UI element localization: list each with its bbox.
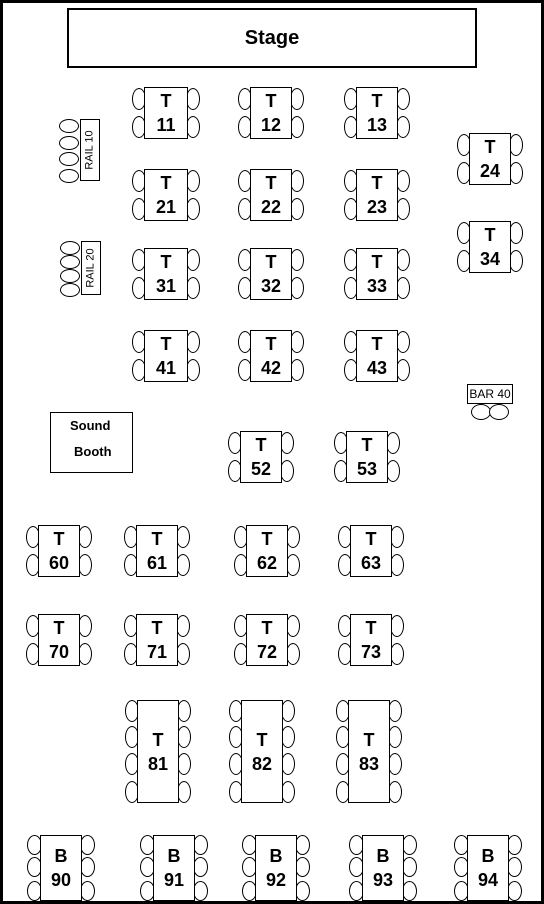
chair[interactable]: [176, 643, 190, 665]
stool[interactable]: [60, 269, 80, 283]
table-b90[interactable]: [40, 835, 82, 901]
rail-20[interactable]: [81, 241, 101, 295]
table-number-label: 42: [260, 358, 282, 378]
chair[interactable]: [193, 881, 208, 901]
chair[interactable]: [281, 753, 295, 775]
table-number-label: 63: [360, 553, 382, 573]
table-t61[interactable]: [136, 525, 178, 577]
table-t34[interactable]: [469, 221, 511, 273]
chair[interactable]: [281, 700, 295, 722]
chair[interactable]: [186, 198, 200, 220]
chair[interactable]: [507, 881, 522, 901]
chair[interactable]: [186, 331, 200, 353]
chair[interactable]: [390, 615, 404, 637]
chair[interactable]: [286, 615, 300, 637]
table-type-label: B: [167, 846, 181, 866]
chair[interactable]: [193, 835, 208, 855]
table-b93[interactable]: [362, 835, 404, 901]
table-t81[interactable]: [137, 700, 179, 803]
chair[interactable]: [396, 116, 410, 138]
table-t21[interactable]: [144, 169, 188, 221]
table-type-label: B: [269, 846, 283, 866]
chair[interactable]: [80, 881, 95, 901]
table-number-label: 53: [356, 459, 378, 479]
chair[interactable]: [280, 432, 294, 454]
chair[interactable]: [295, 835, 310, 855]
table-t60[interactable]: [38, 525, 80, 577]
bar-40-label: BAR 40: [469, 387, 511, 401]
table-b94[interactable]: [467, 835, 509, 901]
chair[interactable]: [78, 643, 92, 665]
table-t31[interactable]: [144, 248, 188, 300]
chair[interactable]: [402, 835, 417, 855]
sound-booth[interactable]: [50, 412, 133, 473]
table-number-label: 73: [360, 642, 382, 662]
table-number-label: 60: [48, 553, 70, 573]
table-number-label: 24: [479, 161, 501, 181]
table-t52[interactable]: [240, 431, 282, 483]
chair[interactable]: [177, 726, 191, 748]
chair[interactable]: [396, 249, 410, 271]
chair[interactable]: [186, 359, 200, 381]
chair[interactable]: [402, 881, 417, 901]
table-t41[interactable]: [144, 330, 188, 382]
stool[interactable]: [489, 404, 509, 420]
chair[interactable]: [286, 554, 300, 576]
rail-10[interactable]: [80, 119, 100, 181]
table-type-label: T: [256, 729, 268, 750]
table-type-label: T: [53, 618, 65, 638]
table-b91[interactable]: [153, 835, 195, 901]
chair[interactable]: [290, 170, 304, 192]
chair[interactable]: [295, 857, 310, 877]
chair[interactable]: [290, 277, 304, 299]
table-t33[interactable]: [356, 248, 398, 300]
table-t70[interactable]: [38, 614, 80, 666]
table-number-label: 41: [155, 358, 177, 378]
table-number-label: 52: [250, 459, 272, 479]
table-type-label: T: [160, 252, 172, 272]
stage-label: Stage: [244, 26, 300, 49]
table-number-label: 62: [256, 553, 278, 573]
table-number-label: 93: [372, 870, 394, 890]
table-type-label: T: [484, 225, 496, 245]
chair[interactable]: [388, 753, 402, 775]
table-type-label: T: [371, 252, 383, 272]
chair[interactable]: [388, 726, 402, 748]
chair[interactable]: [509, 250, 523, 272]
table-type-label: T: [53, 529, 65, 549]
chair[interactable]: [290, 331, 304, 353]
chair[interactable]: [509, 222, 523, 244]
chair[interactable]: [509, 134, 523, 156]
table-type-label: T: [151, 618, 163, 638]
chair[interactable]: [177, 700, 191, 722]
chair[interactable]: [186, 249, 200, 271]
table-type-label: T: [265, 91, 277, 111]
table-number-label: 23: [366, 197, 388, 217]
table-t62[interactable]: [246, 525, 288, 577]
table-t82[interactable]: [241, 700, 283, 803]
table-number-label: 34: [479, 249, 501, 269]
chair[interactable]: [80, 835, 95, 855]
table-type-label: T: [371, 173, 383, 193]
table-number-label: 33: [366, 276, 388, 296]
chair[interactable]: [386, 432, 400, 454]
chair[interactable]: [509, 162, 523, 184]
table-number-label: 81: [147, 753, 169, 774]
table-number-label: 61: [146, 553, 168, 573]
stool[interactable]: [60, 283, 80, 297]
table-number-label: 90: [50, 870, 72, 890]
stool[interactable]: [59, 169, 79, 183]
chair[interactable]: [186, 277, 200, 299]
table-number-label: 43: [366, 358, 388, 378]
chair[interactable]: [390, 554, 404, 576]
chair[interactable]: [280, 460, 294, 482]
chair[interactable]: [290, 116, 304, 138]
chair[interactable]: [388, 781, 402, 803]
chair[interactable]: [396, 170, 410, 192]
chair[interactable]: [396, 198, 410, 220]
table-type-label: T: [160, 91, 172, 111]
table-t43[interactable]: [356, 330, 398, 382]
table-number-label: 70: [48, 642, 70, 662]
table-type-label: T: [152, 729, 164, 750]
chair[interactable]: [193, 857, 208, 877]
table-number-label: 94: [477, 870, 499, 890]
chair[interactable]: [290, 88, 304, 110]
chair[interactable]: [176, 526, 190, 548]
chair[interactable]: [176, 554, 190, 576]
chair[interactable]: [186, 88, 200, 110]
table-t42[interactable]: [250, 330, 292, 382]
table-number-label: 31: [155, 276, 177, 296]
table-type-label: T: [160, 334, 172, 354]
table-t12[interactable]: [250, 87, 292, 139]
table-type-label: T: [365, 529, 377, 549]
table-t72[interactable]: [246, 614, 288, 666]
chair[interactable]: [78, 615, 92, 637]
table-type-label: T: [255, 435, 267, 455]
rail-label: RAIL 20: [85, 248, 97, 288]
table-number-label: 13: [366, 115, 388, 135]
table-number-label: 12: [260, 115, 282, 135]
stool[interactable]: [60, 241, 80, 255]
table-type-label: T: [151, 529, 163, 549]
chair[interactable]: [290, 359, 304, 381]
table-type-label: T: [371, 91, 383, 111]
table-t53[interactable]: [346, 431, 388, 483]
chair[interactable]: [286, 643, 300, 665]
chair[interactable]: [290, 249, 304, 271]
table-type-label: B: [54, 846, 68, 866]
chair[interactable]: [177, 753, 191, 775]
table-type-label: T: [265, 252, 277, 272]
table-t73[interactable]: [350, 614, 392, 666]
table-number-label: 82: [251, 753, 273, 774]
table-type-label: B: [376, 846, 390, 866]
table-number-label: 71: [146, 642, 168, 662]
table-number-label: 92: [265, 870, 287, 890]
chair[interactable]: [386, 460, 400, 482]
table-number-label: 21: [155, 197, 177, 217]
chair[interactable]: [186, 170, 200, 192]
table-t13[interactable]: [356, 87, 398, 139]
chair[interactable]: [390, 526, 404, 548]
rail-label: RAIL 10: [84, 130, 96, 170]
table-t22[interactable]: [250, 169, 292, 221]
table-b92[interactable]: [255, 835, 297, 901]
chair[interactable]: [295, 881, 310, 901]
chair[interactable]: [176, 615, 190, 637]
chair[interactable]: [388, 700, 402, 722]
table-number-label: 22: [260, 197, 282, 217]
table-number-label: 32: [260, 276, 282, 296]
stool[interactable]: [59, 136, 79, 150]
table-type-label: T: [265, 334, 277, 354]
chair[interactable]: [286, 526, 300, 548]
chair[interactable]: [396, 88, 410, 110]
table-type-label: T: [261, 618, 273, 638]
stage[interactable]: [67, 8, 477, 68]
sound-booth-label-line1: Sound: [70, 418, 111, 433]
chair[interactable]: [290, 198, 304, 220]
table-type-label: T: [265, 173, 277, 193]
table-type-label: T: [160, 173, 172, 193]
chair[interactable]: [281, 781, 295, 803]
chair[interactable]: [186, 116, 200, 138]
table-number-label: 72: [256, 642, 278, 662]
table-type-label: T: [365, 618, 377, 638]
table-number-label: 83: [358, 753, 380, 774]
chair[interactable]: [80, 857, 95, 877]
table-t63[interactable]: [350, 525, 392, 577]
table-type-label: T: [361, 435, 373, 455]
table-t83[interactable]: [348, 700, 390, 803]
chair[interactable]: [281, 726, 295, 748]
table-t24[interactable]: [469, 133, 511, 185]
chair[interactable]: [78, 526, 92, 548]
table-t23[interactable]: [356, 169, 398, 221]
stool[interactable]: [60, 255, 80, 269]
chair[interactable]: [390, 643, 404, 665]
table-type-label: T: [371, 334, 383, 354]
table-t32[interactable]: [250, 248, 292, 300]
table-type-label: B: [481, 846, 495, 866]
table-t11[interactable]: [144, 87, 188, 139]
table-number-label: 11: [156, 115, 176, 135]
bar-40[interactable]: [467, 384, 513, 404]
table-number-label: 91: [163, 870, 185, 890]
sound-booth-label-line2: Booth: [74, 444, 112, 459]
table-type-label: T: [484, 137, 496, 157]
stool[interactable]: [471, 404, 491, 420]
chair[interactable]: [507, 857, 522, 877]
chair[interactable]: [396, 359, 410, 381]
stool[interactable]: [59, 152, 79, 166]
table-type-label: T: [261, 529, 273, 549]
chair[interactable]: [507, 835, 522, 855]
chair[interactable]: [78, 554, 92, 576]
table-type-label: T: [363, 729, 375, 750]
stool[interactable]: [59, 119, 79, 133]
chair[interactable]: [402, 857, 417, 877]
chair[interactable]: [396, 331, 410, 353]
chair[interactable]: [396, 277, 410, 299]
table-t71[interactable]: [136, 614, 178, 666]
chair[interactable]: [177, 781, 191, 803]
